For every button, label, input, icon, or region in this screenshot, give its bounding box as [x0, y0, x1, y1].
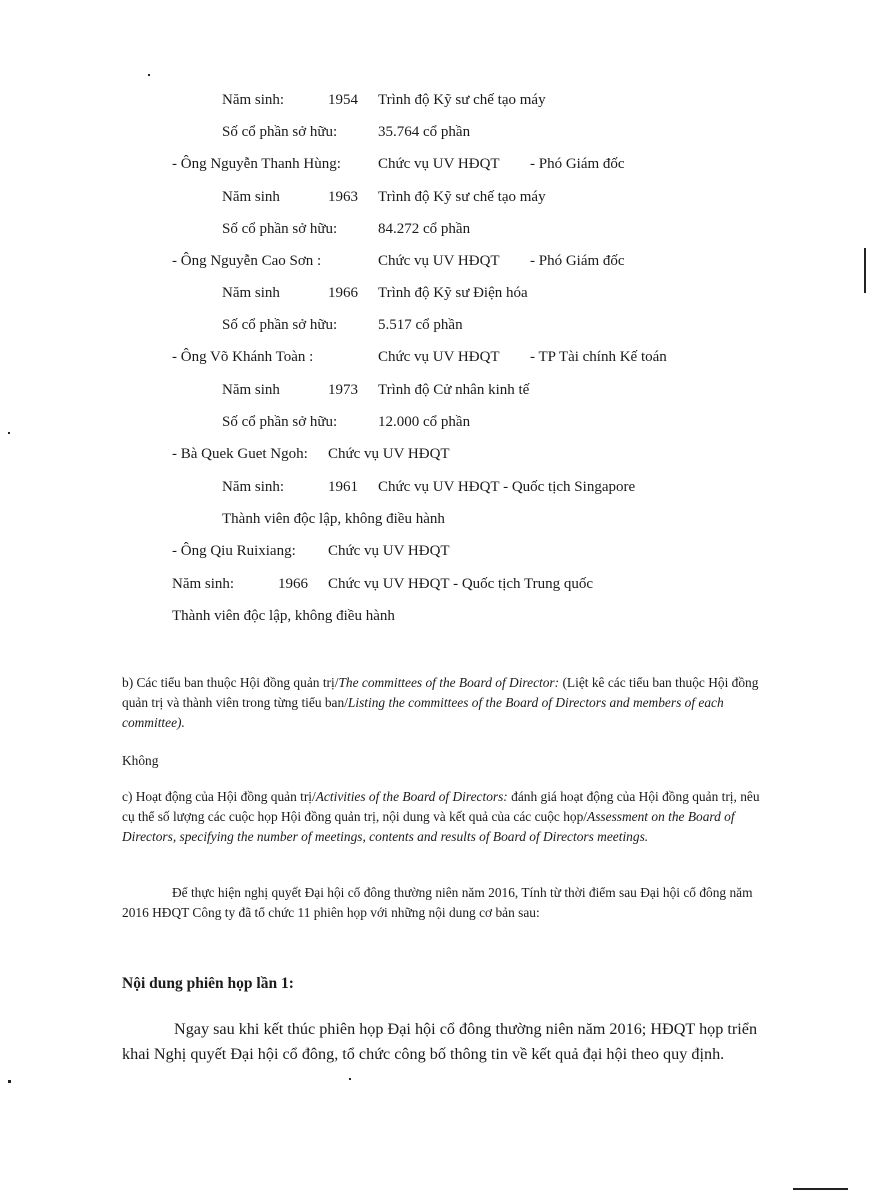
m3-position: Chức vụ UV HĐQT — [378, 253, 500, 269]
m4-shares-label: Số cổ phần sở hữu: — [222, 414, 338, 430]
m2-birth-label: Năm sinh — [222, 189, 280, 205]
m4-qualification: Trình độ Cử nhân kinh tế — [378, 382, 530, 398]
scan-dot — [349, 1078, 351, 1080]
m2-qualification: Trình độ Kỹ sư chế tạo máy — [378, 189, 546, 205]
intro-paragraph: Để thực hiện nghị quyết Đại hội cổ đông thường niên năm 2016, Tính từ thời điểm sau Đại hội cổ đông năm 2016 HĐQT Công ty đã tổ chức 11 phiên họp với những nội dung cơ bản sau: — [122, 885, 753, 920]
m6-name: - Ông Qiu Ruixiang: — [172, 543, 296, 559]
section-b-english-body: Listing the committees of the Board of Directors and members of each committee). — [122, 695, 724, 730]
section-c-english-title: Activities of the Board of Directors: — [315, 789, 508, 804]
m5-birth-label: Năm sinh: — [222, 479, 285, 495]
m2-position: Chức vụ UV HĐQT — [378, 156, 500, 172]
m6-birth-year: 1966 — [278, 576, 308, 592]
m1-birth-year: 1954 — [328, 92, 358, 108]
scan-dot — [148, 74, 150, 76]
m3-birth-label: Năm sinh — [222, 285, 280, 301]
m6-position: Chức vụ UV HĐQT — [328, 543, 450, 559]
meeting-1-body: Ngay sau khi kết thúc phiên họp Đại hội cổ đông thường niên năm 2016; HĐQT họp triển khai Nghị quyết Đại hội cổ đông, tổ chức công bố thông tin về kết quả đại hội theo quy định. — [122, 1020, 758, 1063]
section-c-english-body: Assessment on the Board of Directors, specifying the number of meetings, contents and results of Board of Directors meetings. — [122, 809, 735, 844]
scan-dot — [8, 1080, 11, 1083]
section-b-lead: b) Các tiểu ban thuộc Hội đồng quản trị/ — [122, 675, 339, 690]
m4-birth-label: Năm sinh — [222, 382, 280, 398]
m3-birth-year: 1966 — [328, 285, 358, 301]
m2-birth-year: 1963 — [328, 189, 358, 205]
section-c-body: đánh giá hoạt động của Hội đồng quản trị, nêu cụ thể số lượng các cuộc họp Hội đồng quản trị, nội dung và kết quả của các cuộc họp/ — [122, 789, 760, 824]
m1-birth-label: Năm sinh: — [222, 92, 285, 108]
m4-name: - Ông Võ Khánh Toàn : — [172, 349, 314, 365]
m1-shares: 35.764 cổ phần — [378, 124, 471, 140]
m3-role: - Phó Giám đốc — [530, 253, 625, 269]
m1-qualification: Trình độ Kỹ sư chế tạo máy — [378, 92, 546, 108]
m3-name: - Ông Nguyễn Cao Sơn : — [172, 253, 322, 269]
section-b-paragraph — [122, 673, 770, 733]
m4-position: Chức vụ UV HĐQT — [378, 349, 500, 365]
m5-note: Thành viên độc lập, không điều hành — [222, 511, 445, 527]
m2-shares: 84.272 cổ phần — [378, 221, 471, 237]
m6-birth-label: Năm sinh: — [172, 576, 235, 592]
m3-qualification: Trình độ Kỹ sư Điện hóa — [378, 285, 528, 301]
section-c-lead: c) Hoạt động của Hội đồng quản trị/ — [122, 789, 316, 804]
m4-role: - TP Tài chính Kế toán — [530, 349, 667, 365]
m6-detail: Chức vụ UV HĐQT - Quốc tịch Trung quốc — [328, 576, 594, 592]
scan-mark — [864, 248, 866, 293]
m4-birth-year: 1973 — [328, 382, 358, 398]
m3-shares-label: Số cổ phần sở hữu: — [222, 317, 338, 333]
section-b-english-title: The committees of the Board of Director: — [338, 675, 560, 690]
m6-note: Thành viên độc lập, không điều hành — [172, 608, 395, 624]
m3-shares: 5.517 cổ phần — [378, 317, 463, 333]
section-b-answer: Không — [122, 753, 159, 768]
m5-birth-year: 1961 — [328, 479, 358, 495]
m5-position: Chức vụ UV HĐQT — [328, 446, 450, 462]
m4-shares: 12.000 cổ phần — [378, 414, 471, 430]
m1-shares-label: Số cổ phần sở hữu: — [222, 124, 338, 140]
meeting-1-heading: Nội dung phiên họp lần 1: — [122, 975, 294, 992]
scan-dot — [8, 432, 10, 434]
section-c-paragraph — [122, 787, 770, 847]
section-b-body: (Liệt kê các tiểu ban thuộc Hội đồng quản trị và thành viên trong từng tiểu ban/ — [122, 675, 759, 710]
m5-name: - Bà Quek Guet Ngoh: — [172, 446, 308, 462]
scan-line — [793, 1188, 848, 1190]
m2-shares-label: Số cổ phần sở hữu: — [222, 221, 338, 237]
m2-role: - Phó Giám đốc — [530, 156, 625, 172]
m2-name: - Ông Nguyễn Thanh Hùng: — [172, 156, 341, 172]
m5-detail: Chức vụ UV HĐQT - Quốc tịch Singapore — [378, 479, 636, 495]
